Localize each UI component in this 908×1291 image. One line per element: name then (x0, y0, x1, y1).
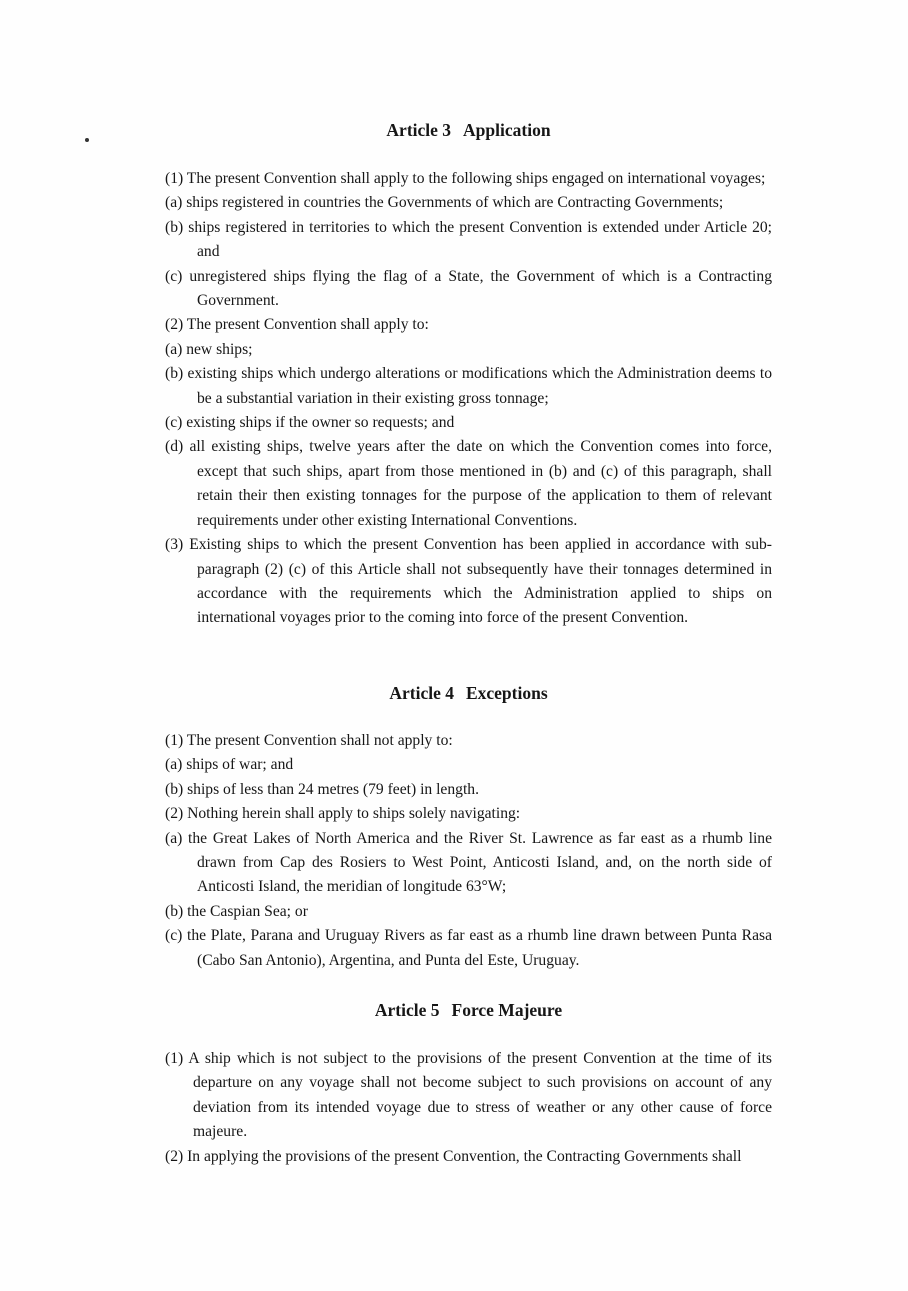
article-3-paragraph: (3) Existing ships to which the present Convention has been applied in accordance with sub-paragraph (2) (c) of this Article shall not subsequently have their tonnages determined in accordance with the requirements which the Administration applied to ships on international voyages prior to the coming into force of the present Convention. (165, 536, 772, 627)
article-3-paragraph: (d) all existing ships, twelve years after the date on which the Convention comes into force, except that such ships, apart from those mentioned in (b) and (c) of this paragraph, shall retain their then existing tonnages for the purpose of the application to them of relevant requirements under other existing International Conventions. (165, 438, 772, 529)
article-3-paragraph: (2) The present Convention shall apply to: (165, 316, 429, 334)
article-4-body (165, 729, 772, 973)
article-5-heading (165, 998, 772, 1022)
article-3-paragraph: (1) The present Convention shall apply to the following ships engaged on international voyages; (165, 170, 766, 187)
article-5-paragraph: (1) A ship which is not subject to the provisions of the present Convention at the time of its departure on any voyage shall not become subject to such provisions on account of any deviation from its intended voyage due to stress of weather or any other cause of force majeure. (165, 1050, 772, 1141)
article-3-paragraph: (c) unregistered ships flying the flag of a State, the Government of which is a Contracting Government. (165, 267, 772, 310)
article-3-paragraph: (c) existing ships if the owner so requests; and (165, 414, 455, 432)
article-3-heading (165, 118, 772, 142)
article-4-paragraph: (b) ships of less than 24 metres (79 feet) in length. (165, 780, 479, 798)
article-3-paragraph: (a) new ships; (165, 340, 253, 358)
article-3-paragraph: (b) ships registered in territories to which the present Convention is extended under Article 20; and (165, 218, 772, 261)
article-4-paragraph: (a) the Great Lakes of North America and the River St. Lawrence as far east as a rhumb line drawn from Cap des Rosiers to West Point, Anticosti Island, and, on the north side of Anticosti Island, the meridian of longitude 63°W; (165, 829, 772, 896)
article-3-number: Article 3 (386, 120, 452, 140)
article-4-paragraph: (1) The present Convention shall not apply to: (165, 732, 453, 749)
article-4-number: Article 4 (389, 683, 454, 703)
article-3-paragraph: (b) existing ships which undergo alterations or modifications which the Administration deems to be a substantial variation in their existing gross tonnage; (165, 365, 772, 407)
article-3-title: Application (463, 120, 551, 140)
article-5-number: Article 5 (374, 1000, 440, 1020)
article-3-body (165, 167, 772, 631)
article-4-title: Exceptions (465, 683, 548, 703)
article-5-title: Force Majeure (451, 1000, 563, 1020)
article-4-heading (165, 681, 772, 705)
scan-speck (85, 138, 89, 142)
article-5-body (165, 1047, 772, 1169)
article-4-paragraph: (a) ships of war; and (165, 756, 294, 774)
article-3-paragraph: (a) ships registered in countries the Governments of which are Contracting Governments; (165, 194, 724, 212)
article-4-paragraph: (c) the Plate, Parana and Uruguay Rivers as far east as a rhumb line drawn between Punta Rasa (Cabo San Antonio), Argentina, and Punta del Este, Uruguay. (165, 927, 772, 969)
article-4-paragraph: (2) Nothing herein shall apply to ships solely navigating: (165, 805, 521, 823)
article-5-paragraph: (2) In applying the provisions of the present Convention, the Contracting Governments shall (165, 1147, 742, 1165)
article-4-paragraph: (b) the Caspian Sea; or (165, 902, 308, 920)
